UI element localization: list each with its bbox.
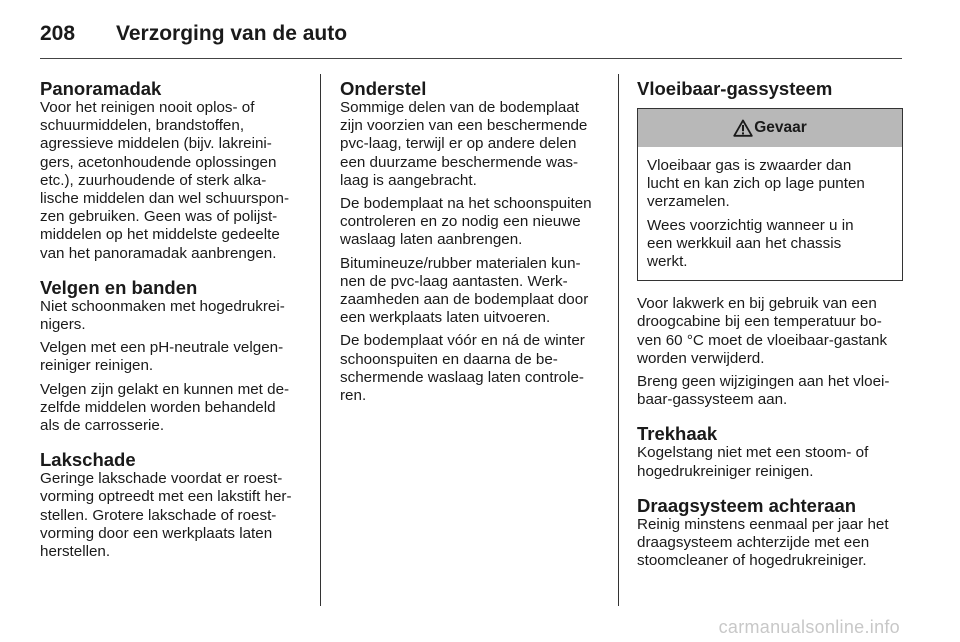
warning-header bbox=[638, 109, 902, 147]
section-onderstel bbox=[340, 78, 612, 405]
paragraph: Voor het reinigen nooit oplos- of schuurmiddelen, brandstoffen, agressieve middelen (bijv. lakreini- gers, acetonhoudende oplossingen etc.), zuurhoudende of sterk alka- lische middelen dan wel schuurspon- zen gebruiken. Geen was of polijst- middelen op het middelste gedeelte van het panoramadak aanbrengen. bbox=[40, 99, 290, 262]
header-rule bbox=[40, 58, 902, 59]
section-velgen-en-banden bbox=[40, 277, 312, 435]
warning-triangle-icon bbox=[733, 119, 753, 137]
paragraph: De bodemplaat vóór en ná de winter schoonspuiten en daarna de be- schermende waslaag laten controle- ren. bbox=[340, 332, 585, 405]
section-heading: Trekhaak bbox=[637, 423, 718, 445]
paragraph: Wees voorzichtig wanneer u in een werkkuil aan het chassis werkt. bbox=[647, 216, 854, 271]
paragraph: Velgen met een pH-neutrale velgen- reiniger reinigen. bbox=[40, 339, 284, 375]
section-heading: Onderstel bbox=[340, 78, 427, 99]
column-3 bbox=[637, 72, 903, 584]
page-header bbox=[40, 16, 347, 52]
warning-body bbox=[638, 147, 902, 280]
column-divider-2 bbox=[618, 74, 619, 606]
paragraph: Breng geen wijzigingen aan het vloei- baar-gassysteem aan. bbox=[637, 373, 890, 409]
paragraph: Voor lakwerk en bij gebruik van een droogcabine bij een temperatuur bo- ven 60 °C moet de vloeibaar-gastank worden verwijderd. bbox=[637, 295, 888, 367]
paragraph: Geringe lakschade voordat er roest- vorming optreedt met een lakstift her- stellen. Grotere lakschade of roest- vorming door een werkplaats laten herstellen. bbox=[40, 470, 292, 561]
watermark: carmanualsonline.info bbox=[718, 617, 900, 637]
paragraph: Velgen zijn gelakt en kunnen met de- zelfde middelen worden behandeld als de carrosserie. bbox=[40, 380, 290, 435]
section-heading: Velgen en banden bbox=[40, 276, 198, 298]
warning-title: Gevaar bbox=[754, 118, 807, 136]
paragraph: Kogelstang niet met een stoom- of hogedrukreiniger reinigen. bbox=[637, 444, 869, 480]
section-heading: Panoramadak bbox=[40, 78, 162, 99]
section-heading: Vloeibaar-gassysteem bbox=[637, 78, 833, 99]
section-panoramadak bbox=[40, 78, 312, 263]
paragraph: Bitumineuze/rubber materialen kun- nen de pvc-laag aantasten. Werk- zaamheden aan de bodemplaat door een werkplaats laten uitvoeren. bbox=[340, 254, 589, 327]
column-2 bbox=[340, 72, 612, 419]
page-number: 208 bbox=[40, 22, 76, 45]
column-1 bbox=[40, 72, 312, 575]
section-heading: Draagsysteem achteraan bbox=[637, 494, 857, 516]
section-draagsysteem-achteraan bbox=[637, 495, 903, 571]
paragraph: De bodemplaat na het schoonspuiten controleren en zo nodig een nieuwe waslaag laten aanbrengen. bbox=[340, 195, 592, 249]
paragraph: Sommige delen van de bodemplaat zijn voorzien van een beschermende pvc-laag, terwijl er op andere delen een duurzame beschermende was- laag is aangebracht. bbox=[340, 99, 588, 189]
chapter-title: Verzorging van de auto bbox=[116, 22, 348, 45]
column-divider-1 bbox=[320, 74, 321, 606]
warning-box bbox=[637, 108, 903, 281]
paragraph: Reinig minstens eenmaal per jaar het draagsysteem achterzijde met een stoomcleaner of hogedrukreiniger. bbox=[637, 515, 889, 570]
paragraph: Niet schoonmaken met hogedrukrei- nigers. bbox=[40, 297, 285, 334]
section-trekhaak bbox=[637, 423, 903, 480]
section-lakschade bbox=[40, 449, 312, 561]
section-heading: Lakschade bbox=[40, 449, 136, 471]
paragraph: Vloeibaar gas is zwaarder dan lucht en kan zich op lage punten verzamelen. bbox=[647, 157, 865, 211]
section-vloeibaar-gassysteem bbox=[637, 78, 903, 409]
